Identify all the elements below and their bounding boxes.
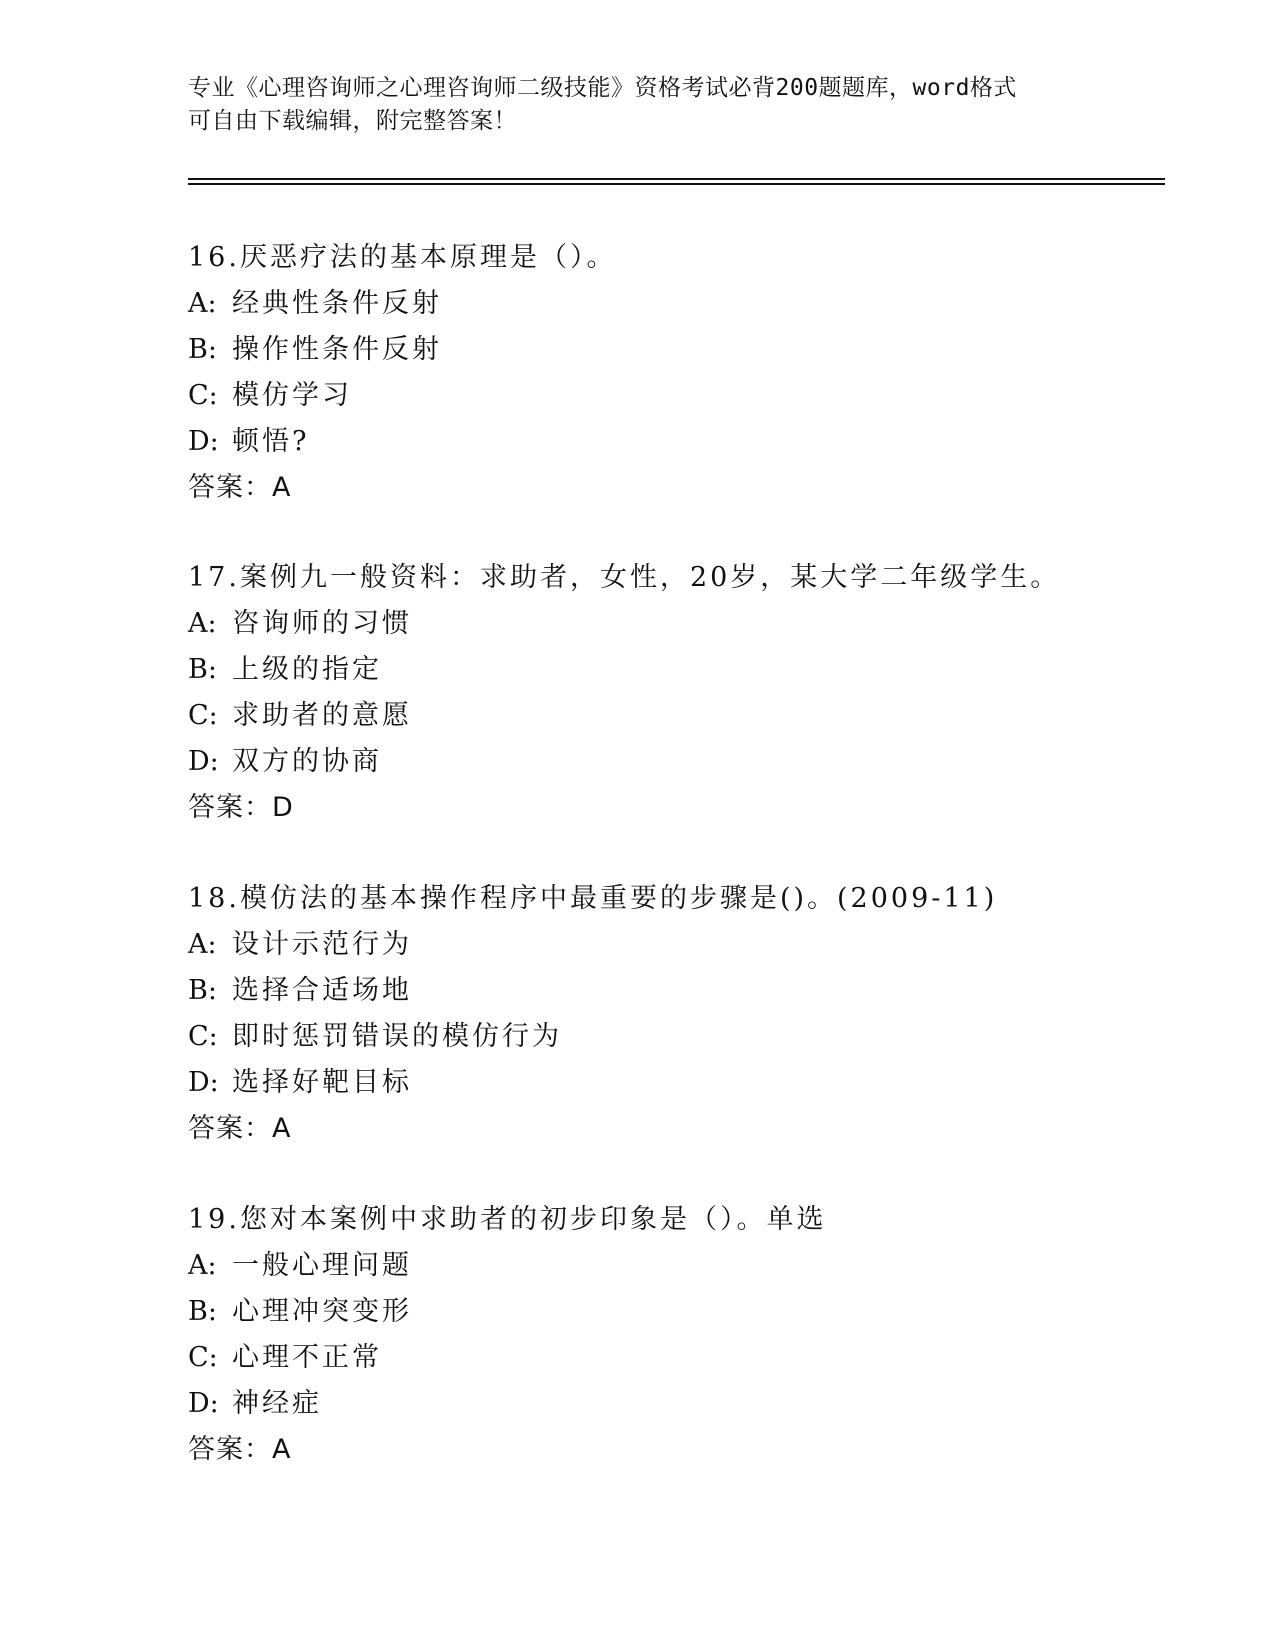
option-key: C: <box>188 1342 218 1373</box>
option-d <box>188 1060 1168 1106</box>
option-a <box>188 601 1168 647</box>
option-key: B: <box>188 1296 217 1327</box>
option-text: 即时惩罚错误的模仿行为 <box>232 1021 562 1052</box>
option-a <box>188 281 1168 327</box>
option-c <box>188 693 1168 739</box>
option-text: 操作性条件反射 <box>232 334 442 365</box>
option-key: A: <box>188 1250 217 1281</box>
option-key: B: <box>188 654 217 685</box>
question-block <box>188 235 1168 511</box>
question-block <box>188 555 1168 831</box>
question-stem: 18.模仿法的基本操作程序中最重要的步骤是()。(2009-11) <box>188 883 998 914</box>
option-c <box>188 1335 1168 1381</box>
document-header <box>188 72 1088 138</box>
option-b <box>188 1289 1168 1335</box>
question-stem: 16.厌恶疗法的基本原理是（）。 <box>188 242 617 273</box>
option-c <box>188 1014 1168 1060</box>
option-b <box>188 647 1168 693</box>
option-key: C: <box>188 700 218 731</box>
option-key: D: <box>188 426 219 457</box>
question-block <box>188 1197 1168 1473</box>
option-text: 上级的指定 <box>232 654 382 685</box>
option-text: 求助者的意愿 <box>232 700 412 731</box>
option-key: B: <box>188 975 217 1006</box>
option-text: 设计示范行为 <box>232 929 412 960</box>
option-d <box>188 1381 1168 1427</box>
answer-line: 答案：A <box>188 1434 292 1465</box>
option-text: 选择合适场地 <box>232 975 412 1006</box>
option-d <box>188 739 1168 785</box>
option-text: 模仿学习 <box>232 380 352 411</box>
option-key: A: <box>188 288 217 319</box>
option-b <box>188 327 1168 373</box>
option-text: 咨询师的习惯 <box>232 608 412 639</box>
option-a <box>188 922 1168 968</box>
option-text: 心理冲突变形 <box>232 1296 412 1327</box>
option-key: B: <box>188 334 217 365</box>
option-d <box>188 419 1168 465</box>
answer-line: 答案：A <box>188 472 292 503</box>
option-key: C: <box>188 1021 218 1052</box>
option-text: 一般心理问题 <box>232 1250 412 1281</box>
option-text: 心理不正常 <box>232 1342 382 1373</box>
answer-line: 答案：D <box>188 792 294 823</box>
option-b <box>188 968 1168 1014</box>
option-key: A: <box>188 929 217 960</box>
option-text: 顿悟? <box>232 426 310 457</box>
option-text: 选择好靶目标 <box>232 1067 412 1098</box>
option-a <box>188 1243 1168 1289</box>
question-stem: 17.案例九一般资料：求助者，女性，20岁，某大学二年级学生。 <box>188 562 1061 593</box>
option-key: C: <box>188 380 218 411</box>
answer-line: 答案：A <box>188 1113 292 1144</box>
header-line-2: 可自由下载编辑，附完整答案！ <box>188 108 517 134</box>
header-divider-top <box>188 178 1165 180</box>
header-divider-bottom <box>188 183 1165 185</box>
question-stem: 19.您对本案例中求助者的初步印象是（）。单选 <box>188 1204 827 1235</box>
option-key: A: <box>188 608 217 639</box>
option-text: 经典性条件反射 <box>232 288 442 319</box>
option-text: 神经症 <box>232 1388 322 1419</box>
option-key: D: <box>188 1388 219 1419</box>
option-key: D: <box>188 1067 219 1098</box>
option-text: 双方的协商 <box>232 746 382 777</box>
option-c <box>188 373 1168 419</box>
option-key: D: <box>188 746 219 777</box>
question-block <box>188 876 1168 1152</box>
header-line-1: 专业《心理咨询师之心理咨询师二级技能》资格考试必背200题题库，word格式 <box>188 75 1017 101</box>
